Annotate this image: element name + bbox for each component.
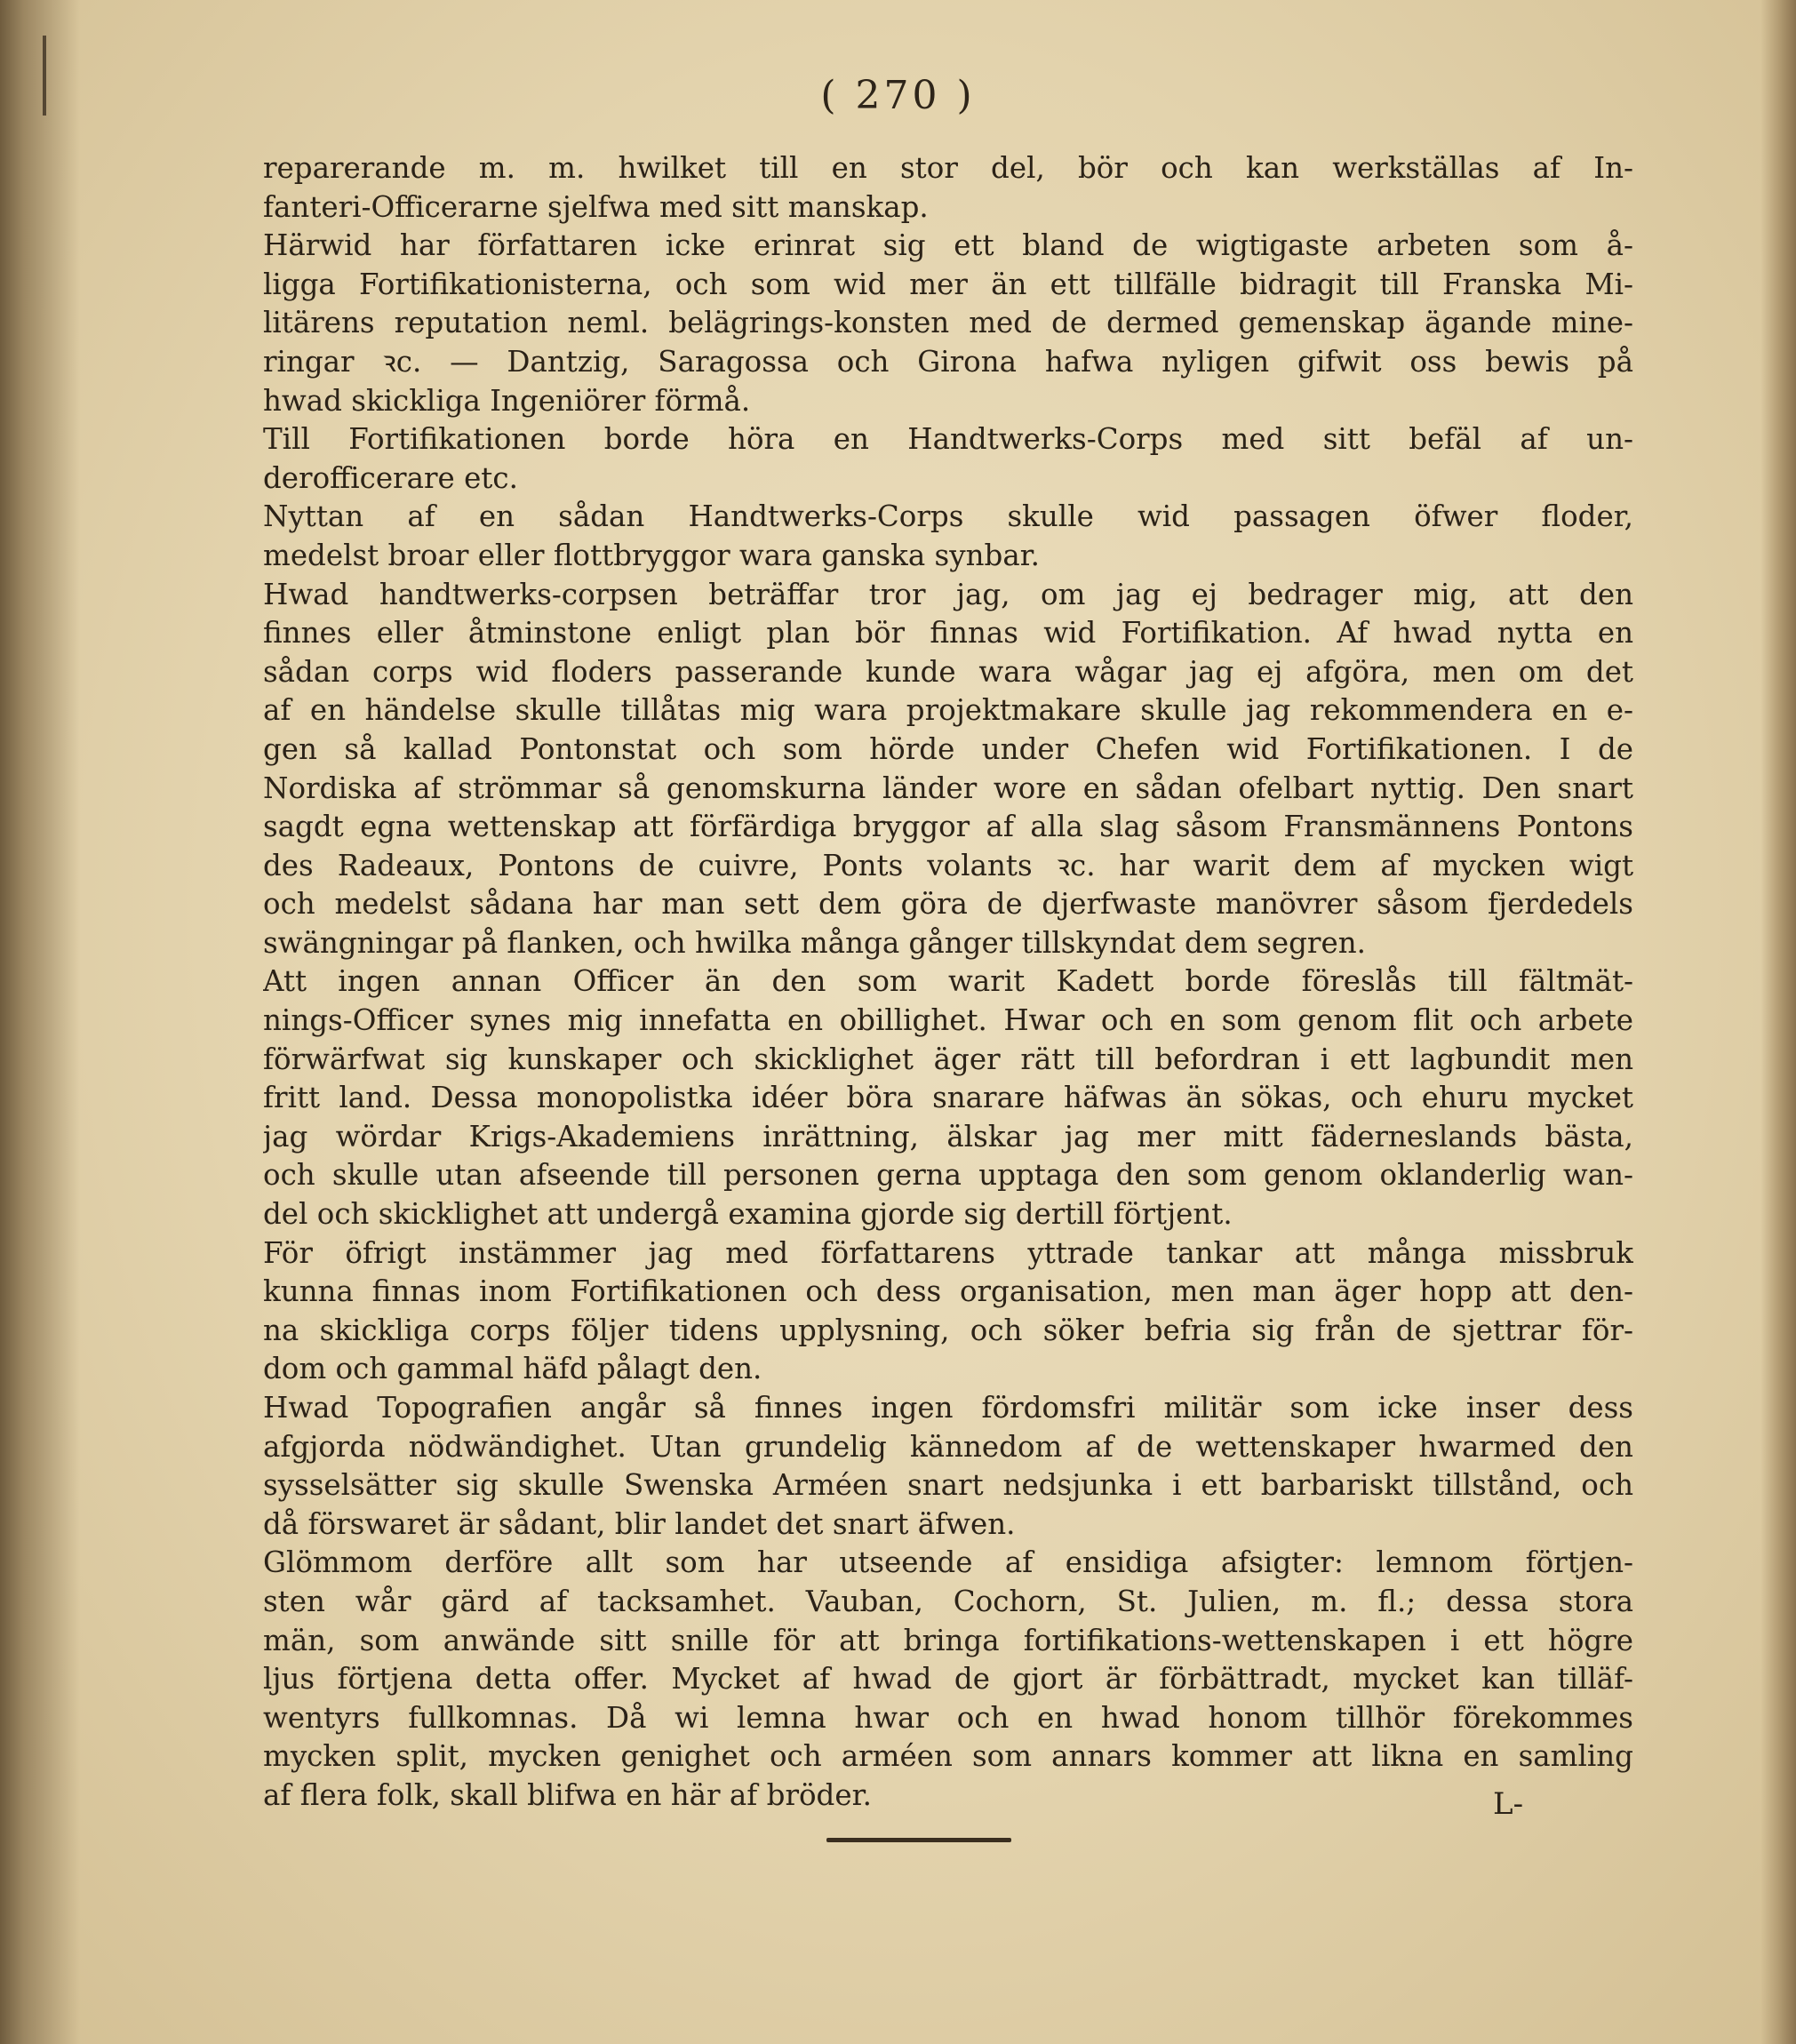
text-line: då förswaret är sådant, blir landet det snart äfwen. xyxy=(263,1506,1016,1541)
text-line: Till Fortifikationen borde höra en Handtwerks-Corps med sitt befäl af un- xyxy=(263,422,1633,457)
text-line: ringar ꝛc. — Dantzig, Saragossa och Girona hafwa nyligen gifwit oss bewis på xyxy=(263,344,1633,379)
text-line: reparerande m. m. hwilket till en stor del, bör och kan werkställas af In- xyxy=(263,151,1633,185)
text-line: jag wördar Krigs-Akademiens inrättning, älskar jag mer mitt fäderneslands bästa, xyxy=(263,1119,1633,1154)
text-line: och medelst sådana har man sett dem göra de djerfwaste manövrer såsom fjerdedels xyxy=(263,887,1633,922)
text-line: förwärfwat sig kunskaper och skicklighet äger rätt till befordran i ett lagbundit men xyxy=(263,1042,1633,1076)
text-line: dom och gammal häfd pålagt den. xyxy=(263,1352,762,1386)
text-line: För öfrigt instämmer jag med författarens yttrade tankar att många missbruk xyxy=(263,1235,1633,1270)
text-line: kunna finnas inom Fortifikationen och dess organisation, men man äger hopp att den- xyxy=(263,1274,1633,1309)
text-line: mycken split, mycken genighet och arméen som annars kommer att likna en samling xyxy=(263,1739,1633,1774)
text-line: medelst broar eller flottbryggor wara ganska synbar. xyxy=(263,538,1041,572)
gutter-shadow xyxy=(0,0,80,2044)
text-line: ljus förtjena detta offer. Mycket af hwad de gjort är förbättradt, mycket kan tilläf- xyxy=(263,1662,1633,1697)
text-line: sysselsätter sig skulle Swenska Arméen snart nedsjunka i ett barbariskt tillstånd, och xyxy=(263,1468,1633,1503)
text-line: ligga Fortifikationisterna, och som wid mer än ett tillfälle bidragit till Franska Mi- xyxy=(263,267,1633,301)
text-line: af flera folk, skall blifwa en här af bröder. xyxy=(263,1777,872,1812)
text-line: män, som anwände sitt snille för att bringa fortifikations-wettenskapen i ett högre xyxy=(263,1623,1633,1657)
text-line: af en händelse skulle tillåtas mig wara projektmakare skulle jag rekommendera en e- xyxy=(263,693,1633,728)
text-line: swängningar på flanken, och hwilka många gånger tillskyndat dem segren. xyxy=(263,925,1366,960)
text-line: Glömmom derföre allt som har utseende af ensidiga afsigter: lemnom förtjen- xyxy=(263,1545,1633,1580)
text-line: del och skicklighet att undergå examina gjorde sig dertill förtjent. xyxy=(263,1197,1233,1232)
text-line: Att ingen annan Officer än den som warit Kadett borde föreslås till fältmät- xyxy=(263,964,1633,999)
text-line: afgjorda nödwändighet. Utan grundelig kännedom af de wettenskaper hwarmed den xyxy=(263,1429,1633,1464)
text-line: och skulle utan afseende till personen gerna upptaga den som genom oklanderlig wan- xyxy=(263,1158,1633,1193)
text-line: gen så kallad Pontonstat och som hörde under Chefen wid Fortifikationen. I de xyxy=(263,731,1633,766)
text-line: fritt land. Dessa monopolistka idéer böra snarare häfwas än sökas, och ehuru mycket xyxy=(263,1081,1633,1115)
text-line: Nyttan af en sådan Handtwerks-Corps skulle wid passagen öfwer floder, xyxy=(263,499,1633,534)
text-line: Härwid har författaren icke erinrat sig ett bland de wigtigaste arbeten som å- xyxy=(263,228,1633,263)
end-rule xyxy=(826,1838,1011,1842)
text-line: litärens reputation neml. belägrings-konsten med de dermed gemenskap ägande mine- xyxy=(263,306,1633,340)
text-line: Nordiska af strömmar så genomskurna länder wore en sådan ofelbart nyttig. Den snart xyxy=(263,770,1633,805)
text-line: derofficerare etc. xyxy=(263,460,518,495)
text-line: Hwad handtwerks-corpsen beträffar tror jag, om jag ej bedrager mig, att den xyxy=(263,577,1633,611)
text-line: hwad skickliga Ingeniörer förmå. xyxy=(263,383,751,418)
text-line: sagdt egna wettenskap att förfärdiga bryggor af alla slag såsom Fransmännens Pontons xyxy=(263,810,1633,844)
text-line: Hwad Topografien angår så finnes ingen fördomsfri militär som icke inser dess xyxy=(263,1391,1633,1425)
text-line: nings-Officer synes mig innefatta en obillighet. Hwar och en som genom flit och arbete xyxy=(263,1003,1633,1038)
text-line: na skickliga corps följer tidens upplysning, och söker befria sig från de sjettrar för- xyxy=(263,1313,1633,1347)
text-line: fanteri-Officerarne sjelfwa med sitt manskap. xyxy=(263,189,929,224)
text-line: sådan corps wid floders passerande kunde wara wågar jag ej afgöra, men om det xyxy=(263,654,1633,689)
text-line: wentyrs fullkomnas. Då wi lemna hwar och en hwad honom tillhör förekommes xyxy=(263,1700,1633,1735)
catchword: L- xyxy=(1493,1786,1524,1822)
text-line: sten wår gärd af tacksamhet. Vauban, Cochorn, St. Julien, m. fl.; dessa stora xyxy=(263,1584,1633,1618)
text-line: finnes eller åtminstone enligt plan bör finnas wid Fortifikation. Af hwad nytta en xyxy=(263,616,1633,651)
page-number: ( 270 ) xyxy=(820,73,976,118)
text-line: des Radeaux, Pontons de cuivre, Ponts volants ꝛc. har warit dem af mycken wigt xyxy=(263,848,1633,882)
body-text xyxy=(263,149,1633,1816)
page-edge xyxy=(1760,0,1796,2044)
